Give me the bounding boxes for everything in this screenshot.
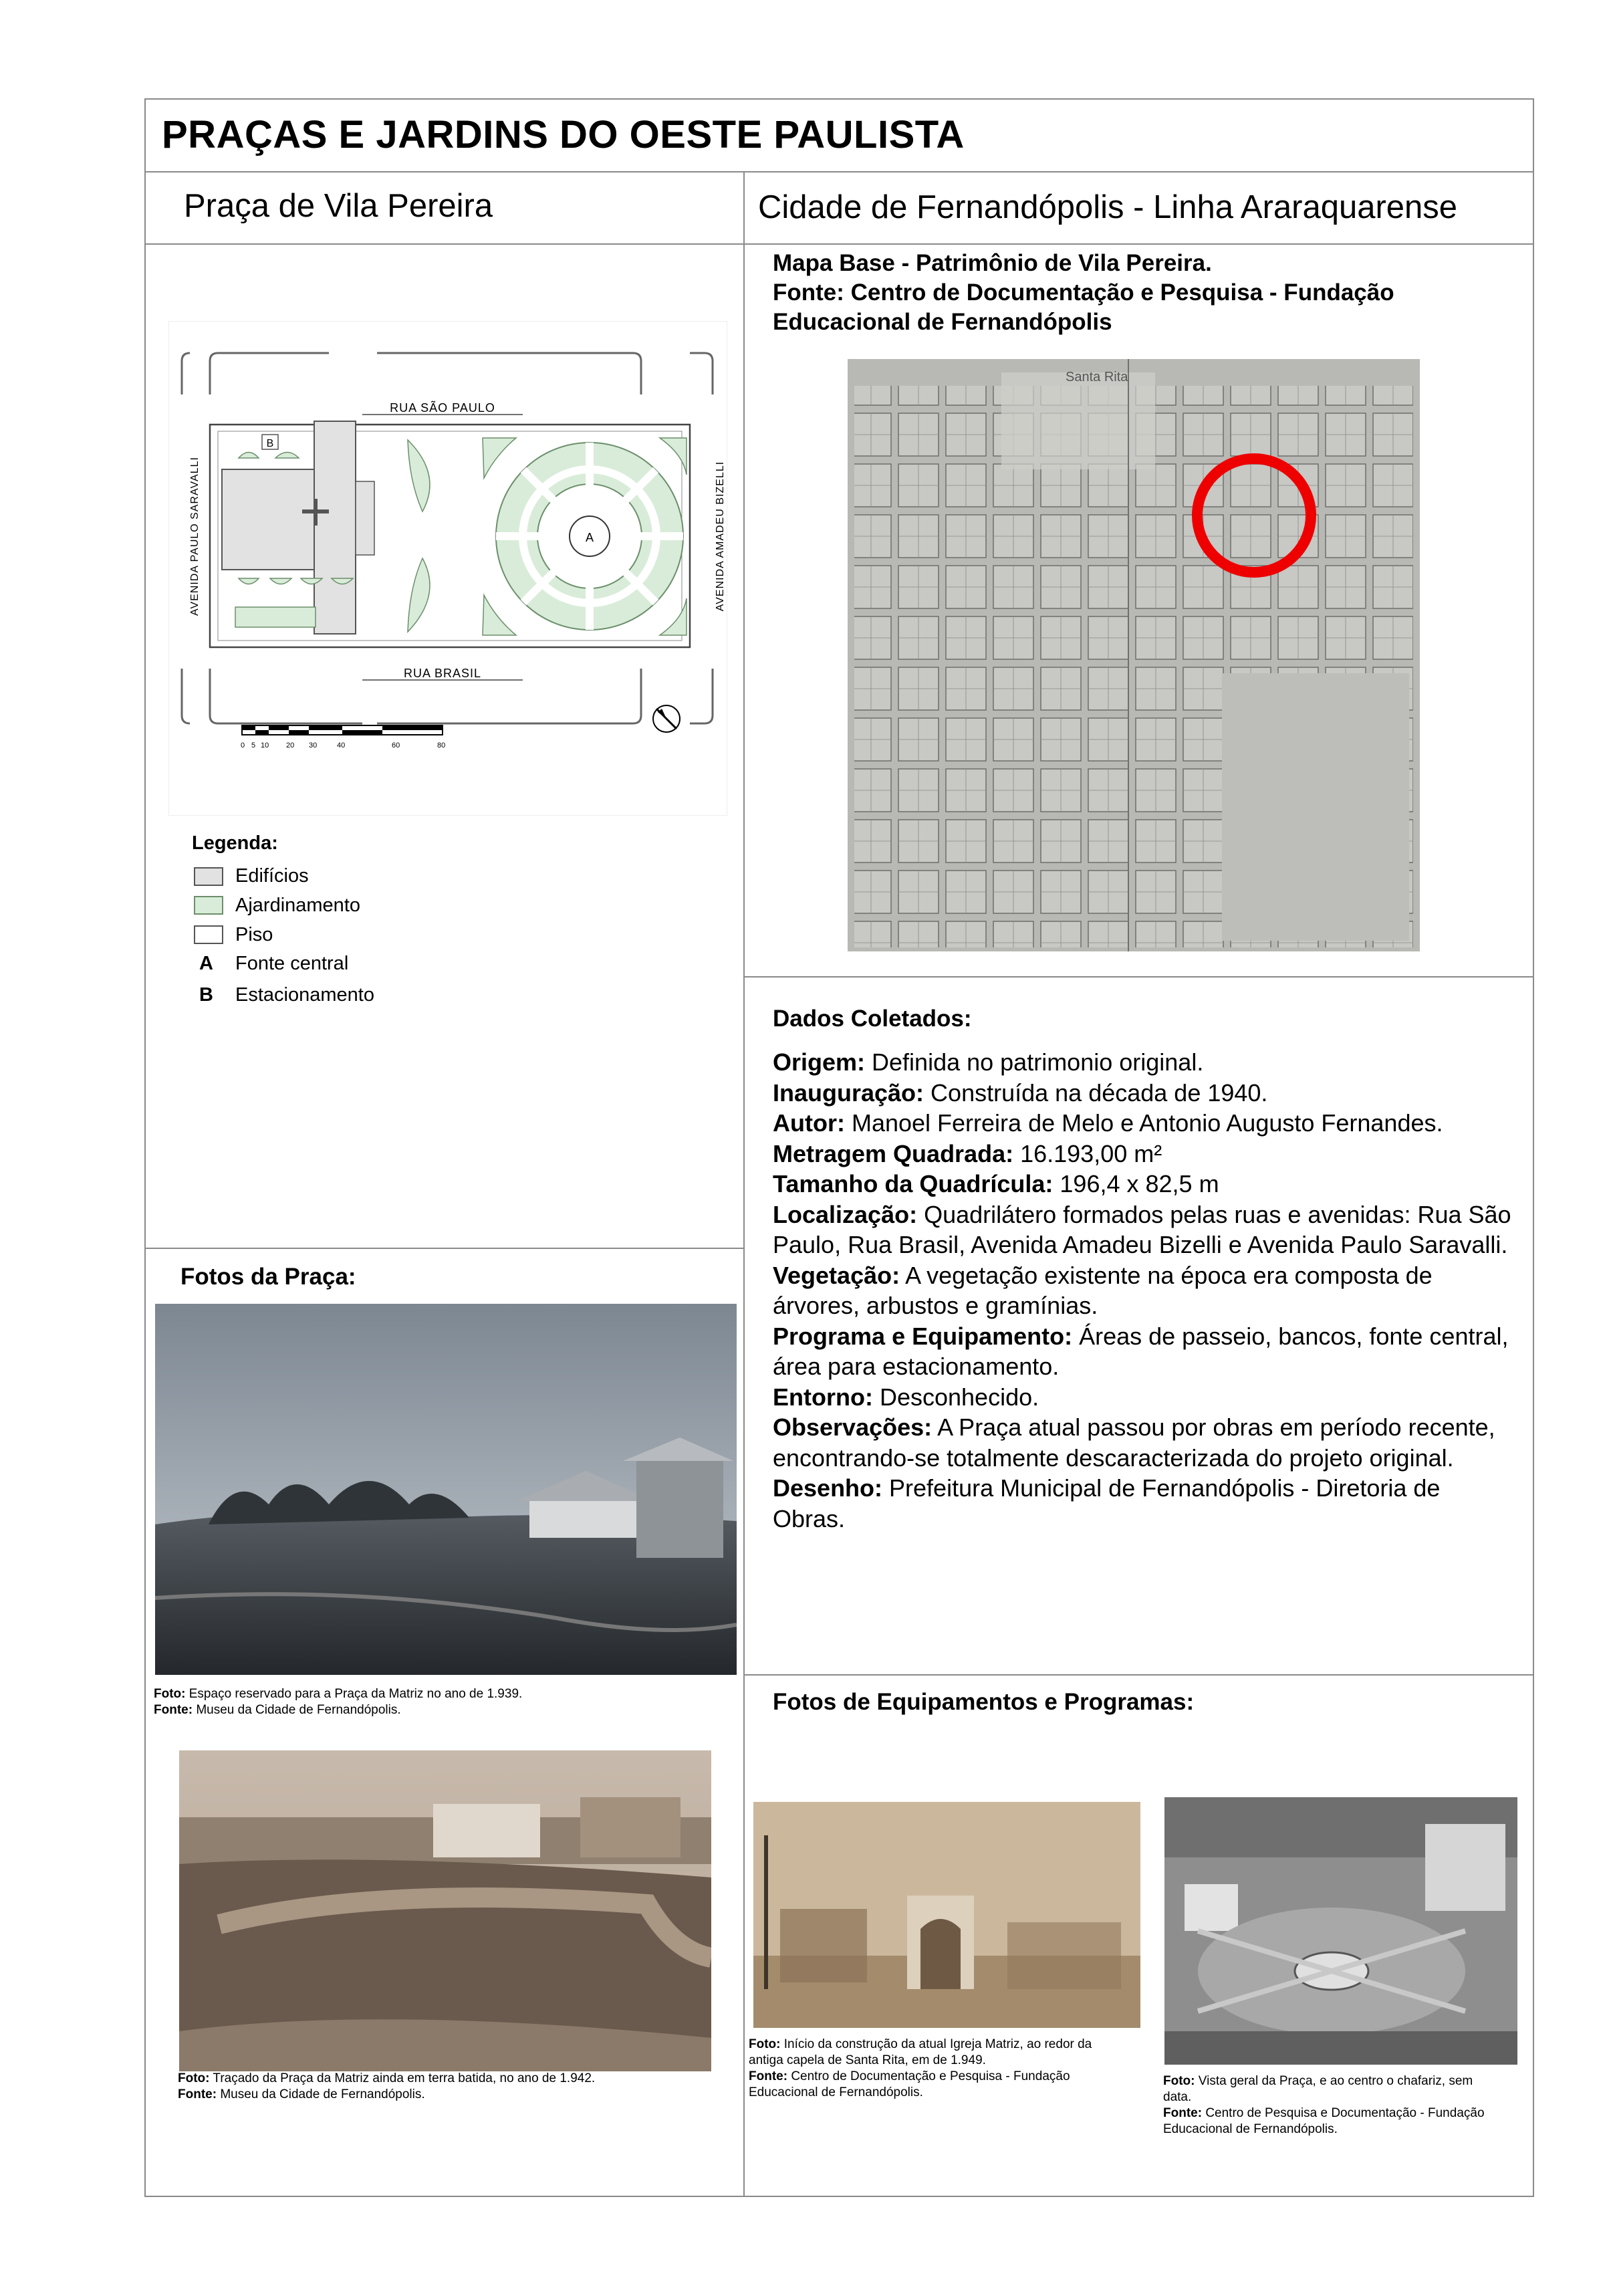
photo-1939	[155, 1304, 737, 1675]
street-left-label: AVENIDA PAULO SARAVALLI	[189, 457, 201, 616]
page-title: PRAÇAS E JARDINS DO OESTE PAULISTA	[162, 113, 965, 156]
scale-tick: 5	[251, 741, 256, 750]
dados-heading: Dados Coletados:	[773, 1006, 972, 1032]
map-base-caption	[773, 249, 1394, 337]
dados-localizacao: Localização: Quadrilátero formados pelas ruas e avenidas: Rua São Paulo, Rua Brasil, Avenida Amadeu Bizelli e Avenida Paulo Saravalli.	[773, 1200, 1511, 1258]
scale-tick: 80	[437, 741, 446, 750]
divider-left-photos	[144, 1248, 745, 1249]
frame-left	[144, 98, 146, 2197]
legend-label-parking: Estacionamento	[235, 984, 374, 1006]
right-subtitle: Cidade de Fernandópolis - Linha Araraquarense	[758, 189, 1458, 225]
scale-tick: 20	[286, 741, 295, 750]
scale-tick: 10	[261, 741, 269, 750]
legend-key-a: A	[199, 953, 213, 974]
north-arrow-icon	[653, 705, 680, 732]
legend-key-b: B	[199, 984, 213, 1006]
photo-1949	[753, 1802, 1140, 2028]
scale-bar	[242, 725, 443, 735]
divider-subtitle	[144, 243, 1534, 245]
divider-right-map	[743, 976, 1534, 978]
dados-autor: Autor: Manoel Ferreira de Melo e Antonio Augusto Fernandes.	[773, 1109, 1443, 1137]
photo-vista-geral-caption: Foto: Vista geral da Praça, e ao centro o chafariz, sem data. Fonte: Centro de Pesquisa e Documentação - Fundação Educacional de Fernandópolis.	[1163, 2074, 1485, 2136]
legend-swatch-gardens	[194, 896, 223, 915]
legend-label-gardens: Ajardinamento	[235, 895, 360, 916]
site-plan	[168, 321, 727, 816]
legend-swatch-buildings	[194, 867, 223, 886]
dados-entorno: Entorno: Desconhecido.	[773, 1383, 1039, 1411]
map-base-line2: Fonte: Centro de Documentação e Pesquisa - Fundação	[773, 279, 1394, 306]
dados-origem: Origem: Definida no patrimonio original.	[773, 1048, 1204, 1076]
parking-marker: B	[266, 438, 274, 449]
map-base-image	[848, 359, 1420, 951]
street-right-label: AVENIDA AMADEU BIZELLI	[715, 461, 726, 612]
legend-label-buildings: Edifícios	[235, 865, 309, 887]
legend-label-paving: Piso	[235, 924, 273, 945]
street-top-label: RUA SÃO PAULO	[390, 401, 495, 415]
dados-vegetacao: Vegetação: A vegetação existente na época era composta de árvores, arbustos e gramínias.	[773, 1261, 1433, 1319]
map-base-grid	[848, 359, 1420, 951]
fountain-marker: A	[585, 531, 594, 544]
map-neighborhood-label: Santa Rita	[1066, 370, 1128, 384]
frame-right	[1533, 98, 1534, 2197]
divider-title	[144, 171, 1534, 173]
legend-label-fountain: Fonte central	[235, 953, 349, 974]
photo-1949-caption: Foto: Início da construção da atual Igreja Matriz, ao redor da antiga capela de Santa Rita, em de 1.949. Fonte: Centro de Documentação e Pesquisa - Fundação Educacional de Fernandópolis.	[749, 2037, 1092, 2099]
dados-observacoes: Observações: A Praça atual passou por obras em período recente, encontrando-se totalmente descaracterizada do projeto original.	[773, 1413, 1495, 1472]
dados-inauguracao: Inauguração: Construída na década de 1940.	[773, 1078, 1268, 1107]
legend-title: Legenda:	[192, 832, 278, 854]
frame-bottom	[144, 2196, 1534, 2197]
dados-quadricula: Tamanho da Quadrícula: 196,4 x 82,5 m	[773, 1170, 1219, 1197]
photo-1942-caption: Foto: Traçado da Praça da Matriz ainda em terra batida, no ano de 1.942. Fonte: Museu da Cidade de Fernandópolis.	[178, 2071, 596, 2101]
photo-vista-geral	[1164, 1797, 1517, 2065]
dados-desenho: Desenho: Prefeitura Municipal de Fernandópolis - Diretoria de Obras.	[773, 1474, 1441, 1532]
fotos-praca-heading: Fotos da Praça:	[180, 1264, 356, 1290]
scale-tick: 30	[309, 741, 318, 750]
map-base-line1: Mapa Base - Patrimônio de Vila Pereira.	[773, 250, 1212, 276]
photo-1939-caption: Foto: Espaço reservado para a Praça da Matriz no ano de 1.939. Fonte: Museu da Cidade de Fernandópolis.	[154, 1687, 523, 1717]
divider-right-equip	[743, 1674, 1534, 1676]
street-bottom-label: RUA BRASIL	[403, 667, 482, 680]
site-plan-drawing	[168, 321, 727, 816]
legend-swatch-paving	[194, 925, 223, 944]
frame-top	[144, 98, 1534, 100]
dados-programa: Programa e Equipamento: Áreas de passeio, bancos, fonte central, área para estacionamento.	[773, 1322, 1509, 1380]
dados-metragem: Metragem Quadrada: 16.193,00 m²	[773, 1139, 1162, 1167]
divider-vertical	[743, 171, 745, 2197]
map-base-line3: Educacional de Fernandópolis	[773, 309, 1112, 335]
scale-tick: 40	[337, 741, 346, 750]
fotos-equip-heading: Fotos de Equipamentos e Programas:	[773, 1689, 1195, 1715]
photo-1942	[179, 1750, 711, 2071]
scale-tick: 0	[241, 741, 245, 750]
scale-tick: 60	[392, 741, 400, 750]
left-subtitle: Praça de Vila Pereira	[184, 188, 493, 224]
dados-list	[773, 1047, 1515, 1534]
